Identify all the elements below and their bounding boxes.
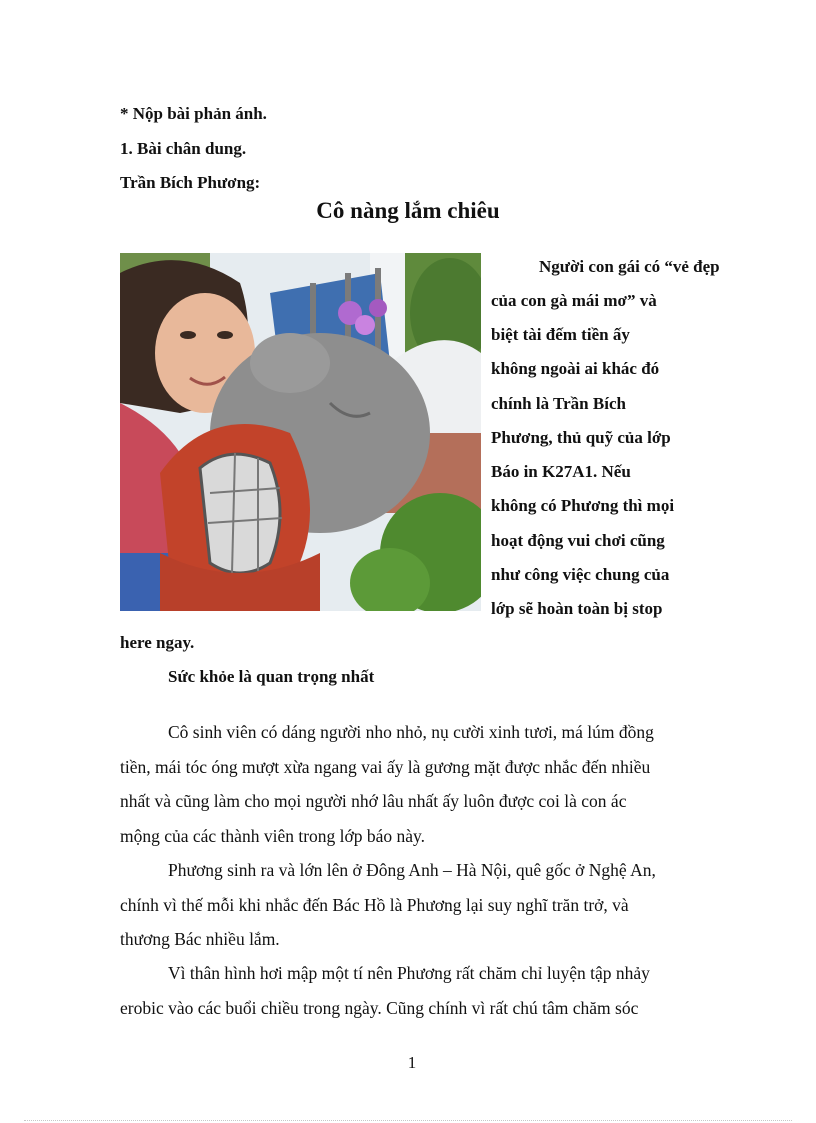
intro-line: không có Phương thì mọi <box>491 496 675 515</box>
body-line: Vì thân hình hơi mập một tí nên Phương rất chăm chỉ luyện tập nhảy <box>168 963 650 983</box>
intro-line: Người con gái có “vẻ đẹp <box>539 257 720 276</box>
body-line: Cô sinh viên có dáng người nho nhỏ, nụ cười xinh tươi, má lúm đồng <box>168 722 654 742</box>
intro-line: Báo in K27A1. Nếu <box>491 462 631 481</box>
intro-line: không ngoài ai khác đó <box>491 359 660 378</box>
intro-line: lớp sẽ hoàn toàn bị stop <box>491 599 663 618</box>
body-line: nhất và cũng làm cho mọi người nhớ lâu nhất ấy luôn được coi là con ác <box>120 791 627 811</box>
body-line: thương Bác nhiều lắm. <box>120 929 280 949</box>
section-heading: 1. Bài chân dung. <box>120 139 247 158</box>
page-bottom-divider <box>24 1120 792 1121</box>
article-title: Cô nàng lắm chiêu <box>316 198 500 223</box>
body-line: Phương sinh ra và lớn lên ở Đông Anh – Hà Nội, quê gốc ở Nghệ An, <box>168 860 656 880</box>
intro-line: biệt tài đếm tiền ấy <box>491 325 630 344</box>
page-number: 1 <box>407 1053 417 1072</box>
subject-name: Trần Bích Phương: <box>120 173 261 192</box>
portrait-photo <box>120 253 481 611</box>
body-line: erobic vào các buổi chiều trong ngày. Cũng chính vì rất chú tâm chăm sóc <box>120 998 639 1018</box>
subheading: Sức khỏe là quan trọng nhất <box>168 667 375 686</box>
portrait-illustration <box>120 253 481 611</box>
body-line: tiền, mái tóc óng mượt xừa ngang vai ấy là gương mặt được nhắc đến nhiều <box>120 757 651 777</box>
intro-line: chính là Trần Bích <box>491 394 626 413</box>
submission-heading: * Nộp bài phản ánh. <box>120 104 267 123</box>
body-line: mộng của các thành viên trong lớp báo này. <box>120 826 426 846</box>
body-line: chính vì thế mỗi khi nhắc đến Bác Hồ là Phương lại suy nghĩ trăn trở, và <box>120 895 629 915</box>
intro-tail: here ngay. <box>120 633 195 652</box>
intro-line: của con gà mái mơ” và <box>491 291 657 310</box>
intro-line: như công việc chung của <box>491 565 670 584</box>
intro-line: hoạt động vui chơi cũng <box>491 531 665 550</box>
intro-line: Phương, thủ quỹ của lớp <box>491 428 671 447</box>
